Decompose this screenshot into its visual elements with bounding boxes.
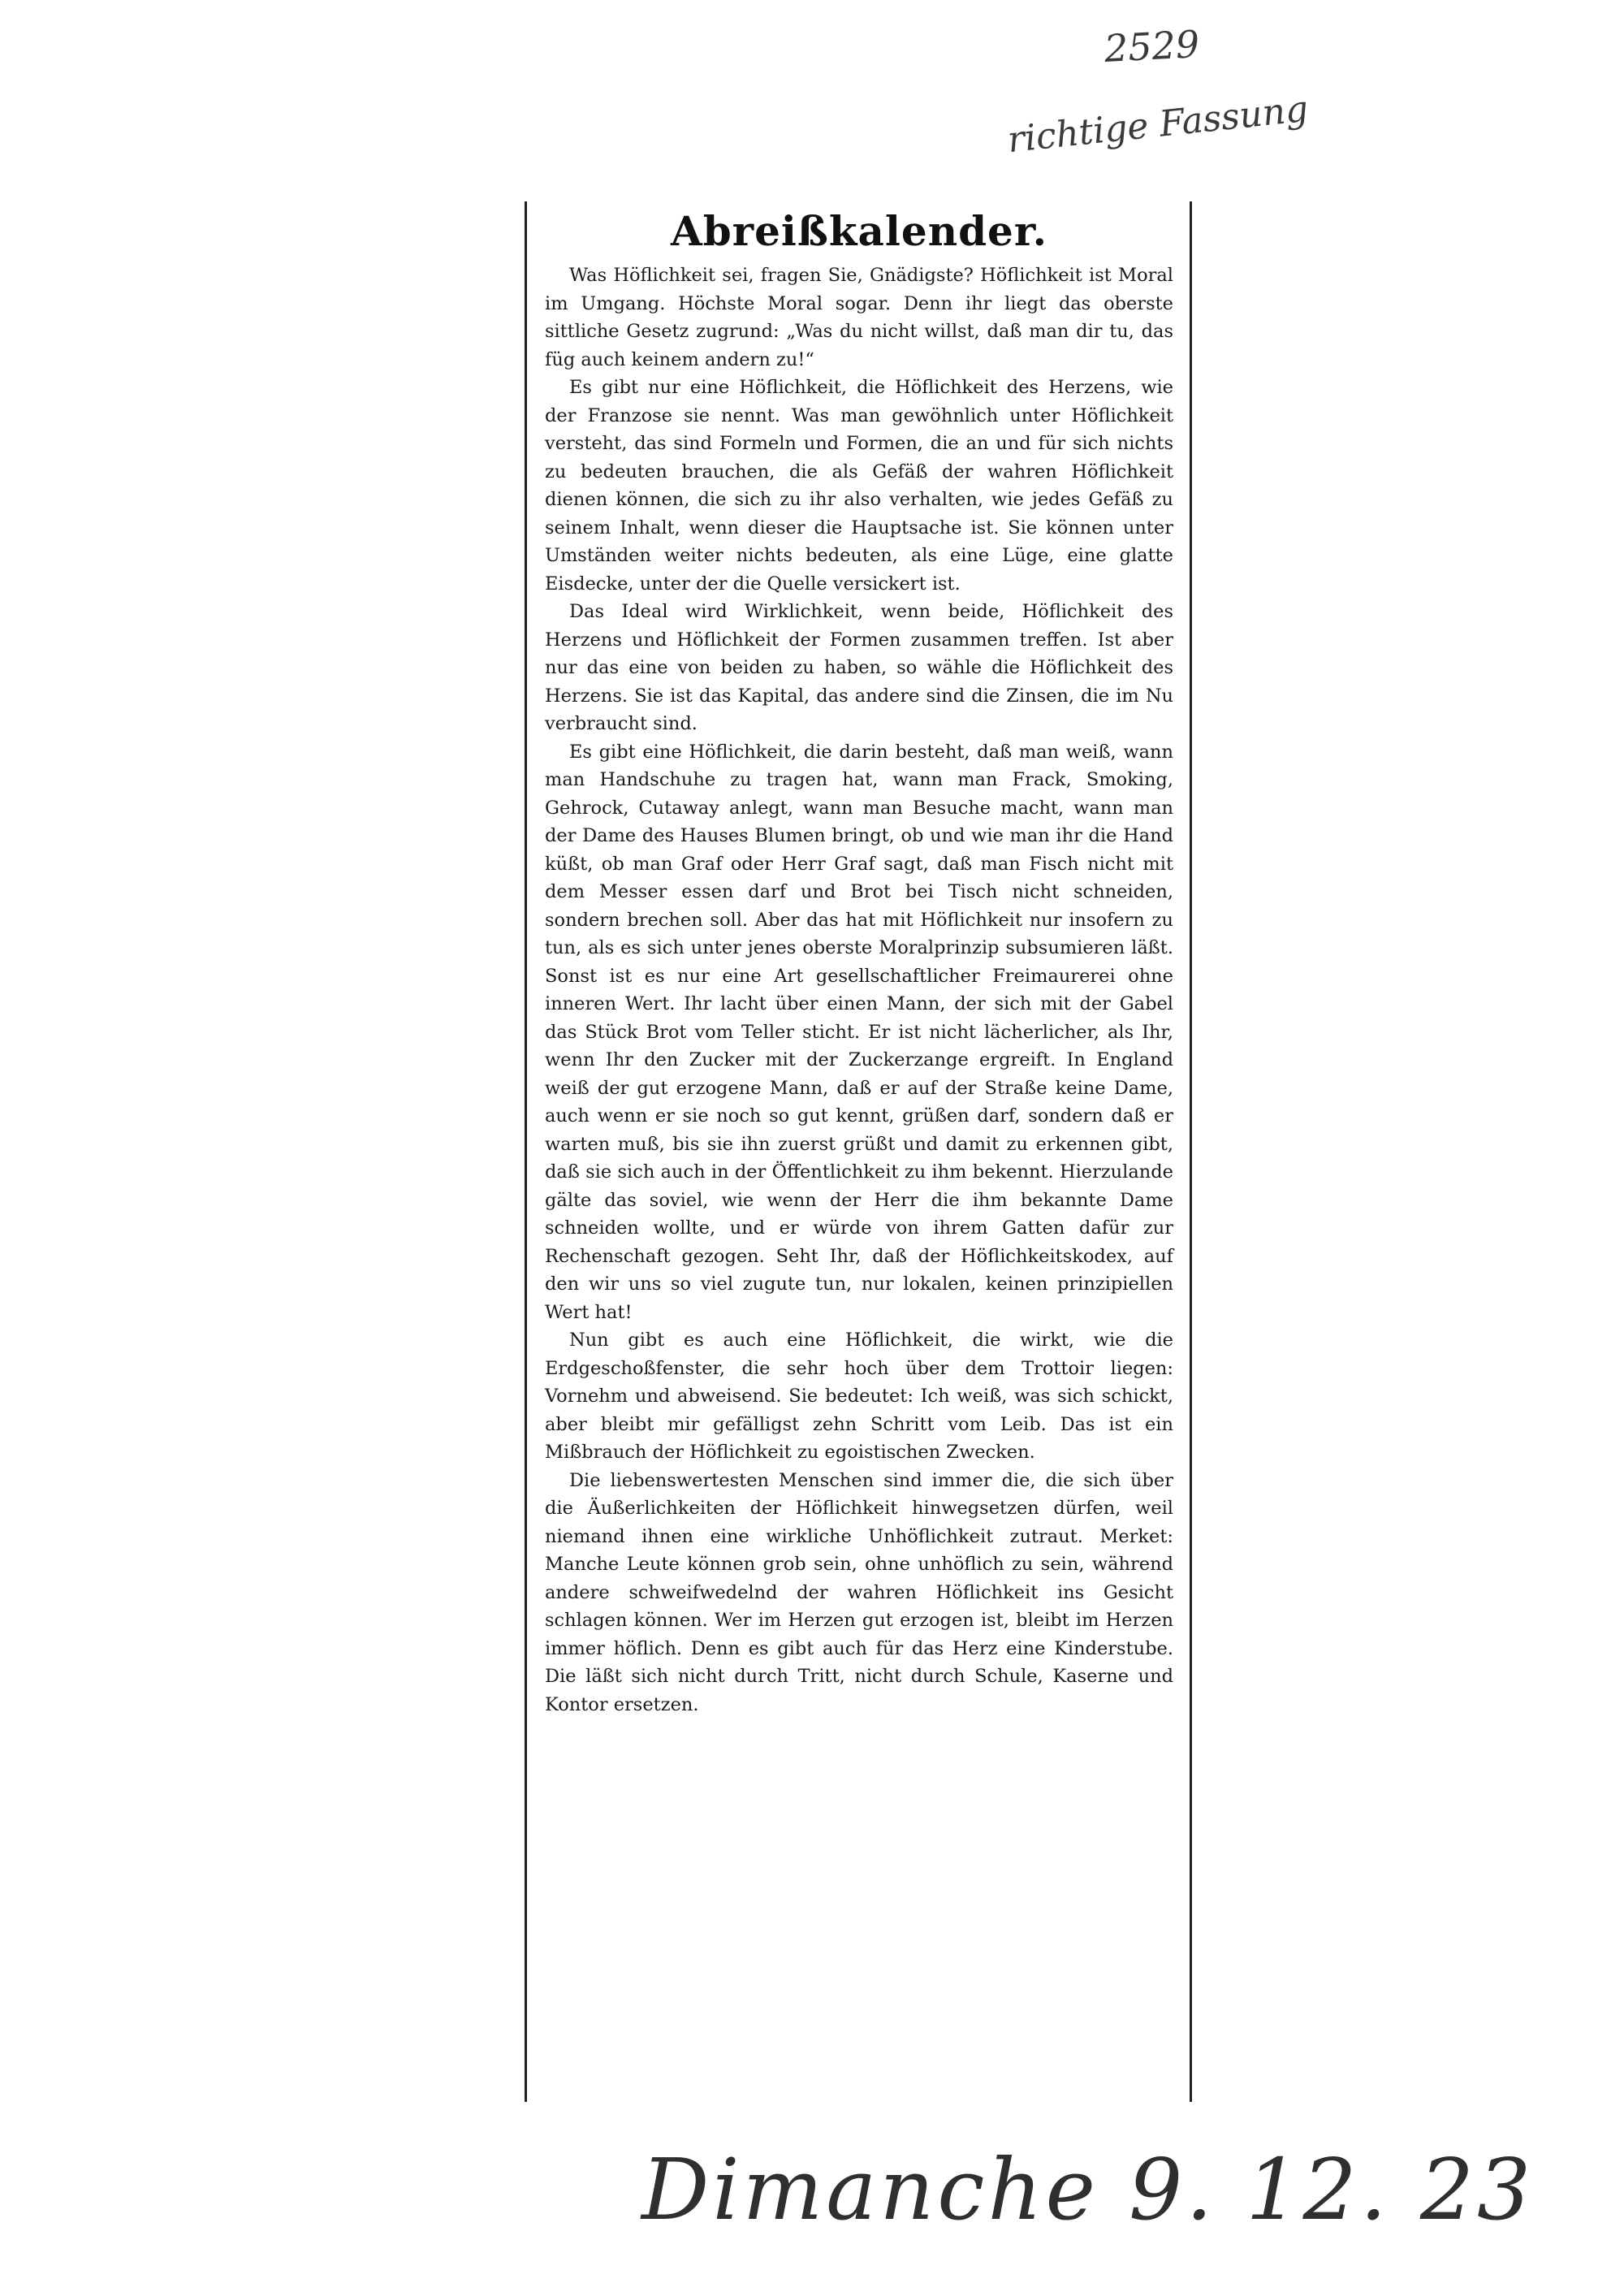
article-paragraph: Was Höflichkeit sei, fragen Sie, Gnädigste? Höflichkeit ist Moral im Umgang. Höchste Moral sogar. Denn ihr liegt das oberste sittliche Gesetz zugrund: „Was du nicht willst, daß man dir tu, das füg auch keinem andern zu!“ bbox=[545, 265, 1173, 370]
article-paragraph: Nun gibt es auch eine Höflichkeit, die wirkt, wie die Erdgeschoßfenster, die sehr hoch über dem Trottoir liegen: Vornehm und abweisend. Sie bedeutet: Ich weiß, was sich schickt, aber bleibt mir gefälligst zehn Schritt vom Leib. Das ist ein Mißbrauch der Höflichkeit zu egoistischen Zwecken. bbox=[545, 1330, 1173, 1463]
newspaper-clipping bbox=[525, 201, 1192, 2102]
article-paragraph: Es gibt eine Höflichkeit, die darin besteht, daß man weiß, wann man Handschuhe zu tragen hat, wann man Frack, Smoking, Gehrock, Cutaway anlegt, wann man Besuche macht, wann man der Dame des Hauses Blumen bringt, ob und wie man ihr die Hand küßt, ob man Graf oder Herr Graf sagt, daß man Fisch nicht mit dem Messer essen darf und Brot bei Tisch nicht schneiden, sondern brechen soll. Aber das hat mit Höflichkeit nur insofern zu tun, als es sich unter jenes oberste Moralprinzip subsumieren läßt. Sonst ist es nur eine Art gesellschaftlicher Freimaurerei ohne inneren Wert. Ihr lacht über einen Mann, der sich mit der Gabel das Stück Brot vom Teller sticht. Er ist nicht lächerlicher, als Ihr, wenn Ihr den Zucker mit der Zuckerzange ergreift. In England weiß der gut erzogene Mann, daß er auf der Straße keine Dame, auch wenn er sie noch so gut kennt, grüßen darf, sondern daß er warten muß, bis sie ihn zuerst grüßt und damit zu erkennen gibt, daß sie sich auch in der Öffentlichkeit zu ihm bekennt. Hierzulande gälte das soviel, wie wenn der Herr die ihm bekannte Dame schneiden wollte, und er würde von ihrem Gatten dafür zur Rechenschaft gezogen. Seht Ihr, daß der Höflichkeitskodex, auf den wir uns so viel zugute tun, nur lokalen, keinen prinzipiellen Wert hat! bbox=[545, 741, 1173, 1323]
handwritten-archive-note: richtige Fassung bbox=[1005, 88, 1311, 162]
article-paragraph: Das Ideal wird Wirklichkeit, wenn beide, Höflichkeit des Herzens und Höflichkeit der Formen zusammen treffen. Ist aber nur das eine von beiden zu haben, so wähle die Höflichkeit des Herzens. Sie ist das Kapital, das andere sind die Zinsen, die im Nu verbraucht sind. bbox=[545, 601, 1173, 734]
article-paragraph: Die liebenswertesten Menschen sind immer die, die sich über die Äußerlichkeiten der Höflichkeit hinwegsetzen dürfen, weil niemand ihnen eine wirkliche Unhöflichkeit zutraut. Merket: Manche Leute können grob sein, ohne unhöflich zu sein, während andere schweifwedelnd der wahren Höflichkeit ins Gesicht schlagen können. Wer im Herzen gut erzogen ist, bleibt im Herzen immer höflich. Denn es gibt auch für das Herz eine Kinderstube. Die läßt sich nicht durch Tritt, nicht durch Schule, Kaserne und Kontor ersetzen. bbox=[545, 1469, 1173, 1715]
handwritten-date-note: Dimanche 9. 12. 23 bbox=[641, 2140, 1535, 2239]
handwritten-archive-number: 2529 bbox=[1103, 21, 1201, 71]
clipping-title: Abreißkalender. bbox=[670, 207, 1048, 255]
article-paragraph: Es gibt nur eine Höflichkeit, die Höflichkeit des Herzens, wie der Franzose sie nennt. Was man gewöhnlich unter Höflichkeit versteht, das sind Formeln und Formen, die an und für sich nichts zu bedeuten brauchen, die als Gefäß der wahren Höflichkeit dienen können, die sich zu ihr also verhalten, wie jedes Gefäß zu seinem Inhalt, wenn dieser die Hauptsache ist. Sie können unter Umständen weiter nichts bedeuten, als eine Lüge, eine glatte Eisdecke, unter der die Quelle versickert ist. bbox=[545, 377, 1173, 595]
article-body bbox=[545, 262, 1173, 1719]
